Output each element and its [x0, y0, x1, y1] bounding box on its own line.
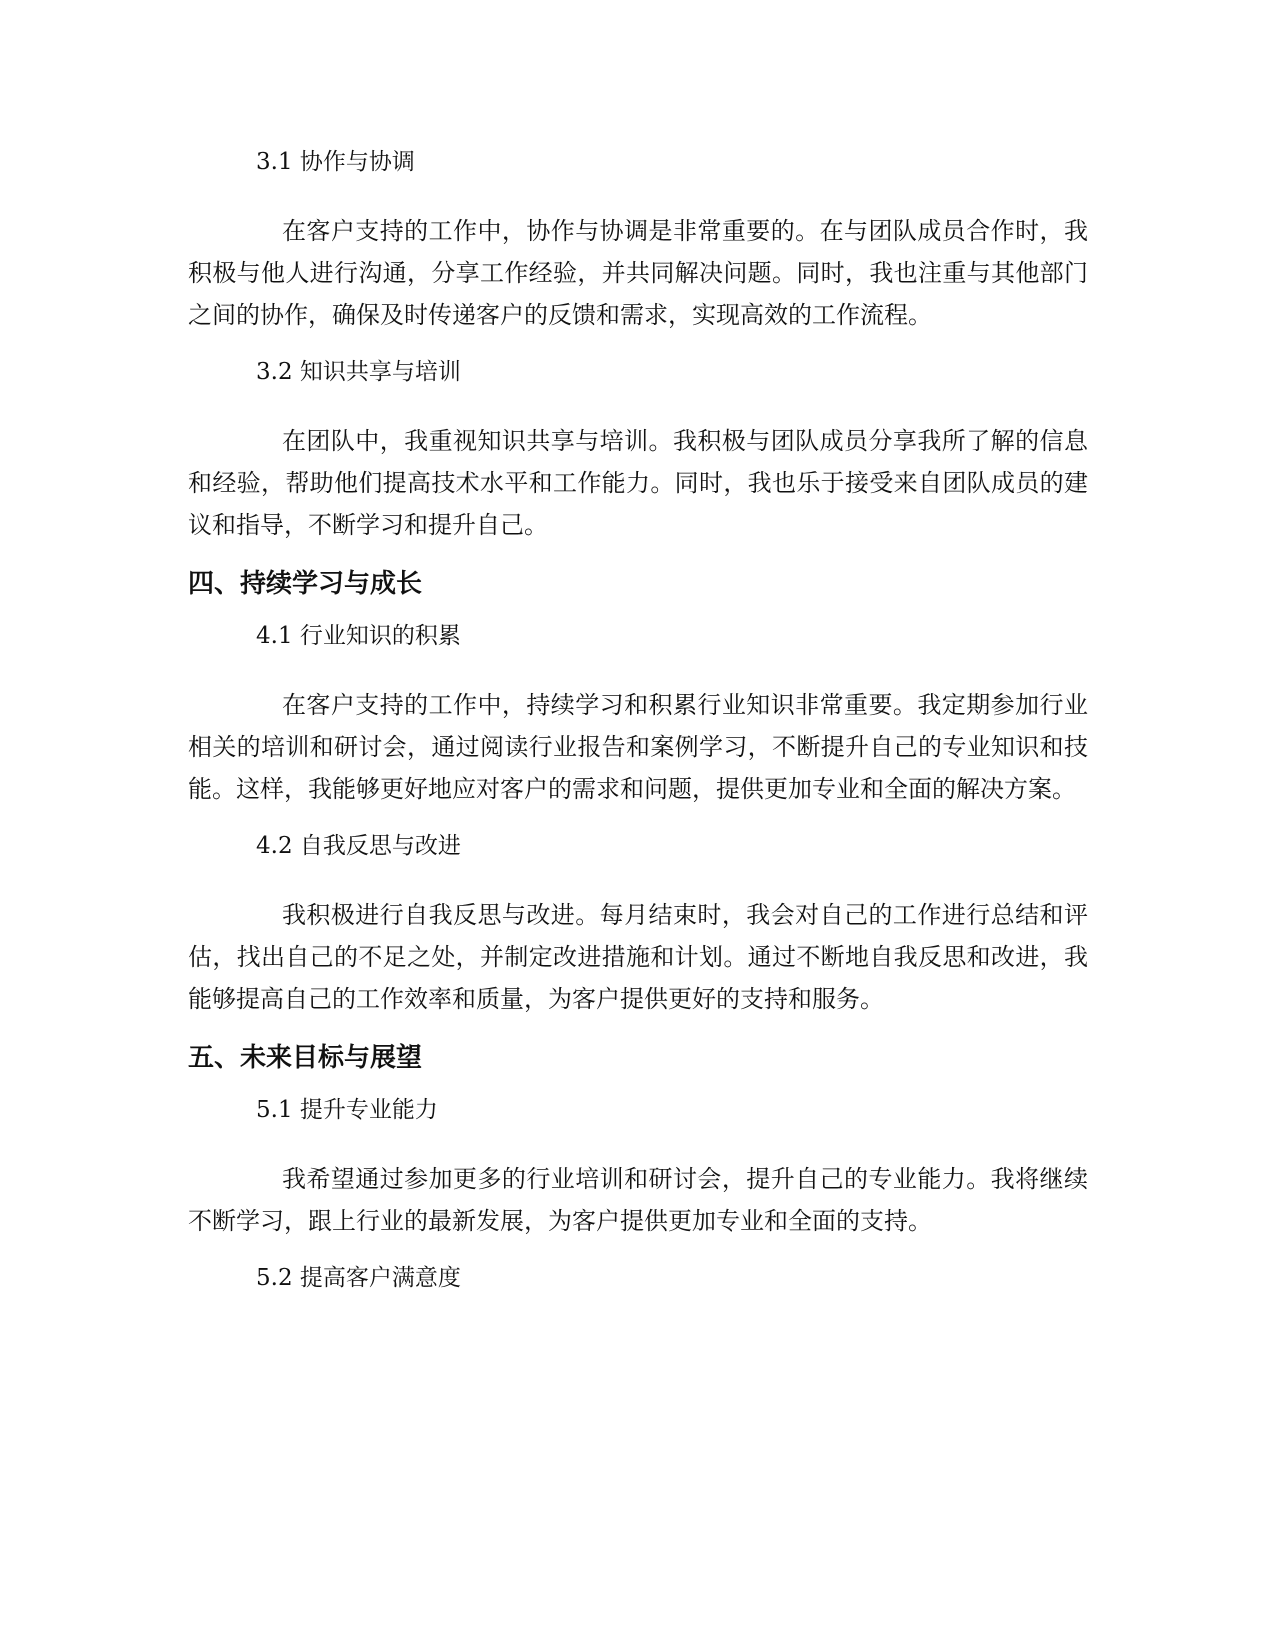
- section-heading-5: 五、未来目标与展望: [188, 1043, 423, 1073]
- subsection-heading-3-1: 3.1 协作与协调: [256, 149, 415, 175]
- paragraph-5-1: 我希望通过参加更多的行业培训和研讨会，提升自己的专业能力。我将继续不断学习，跟上行业的最新发展，为客户提供更加专业和全面的支持。: [188, 1165, 1088, 1235]
- subsection-heading-5-1: 5.1 提升专业能力: [256, 1097, 438, 1123]
- paragraph-3-1: 在客户支持的工作中，协作与协调是非常重要的。在与团队成员合作时，我积极与他人进行沟通，分享工作经验，并共同解决问题。同时，我也注重与其他部门之间的协作，确保及时传递客户的反馈和需求，实现高效的工作流程。: [188, 217, 1088, 329]
- document-body: [188, 146, 1088, 1326]
- subsection-heading-3-2: 3.2 知识共享与培训: [256, 359, 461, 385]
- paragraph-4-2: 我积极进行自我反思与改进。每月结束时，我会对自己的工作进行总结和评估，找出自己的不足之处，并制定改进措施和计划。通过不断地自我反思和改进，我能够提高自己的工作效率和质量，为客户提供更好的支持和服务。: [188, 901, 1088, 1013]
- subsection-heading-5-2: 5.2 提高客户满意度: [256, 1265, 461, 1291]
- subsection-heading-4-1: 4.1 行业知识的积累: [256, 623, 461, 649]
- section-heading-4: 四、持续学习与成长: [188, 569, 423, 599]
- subsection-heading-4-2: 4.2 自我反思与改进: [256, 833, 461, 859]
- paragraph-3-2: 在团队中，我重视知识共享与培训。我积极与团队成员分享我所了解的信息和经验，帮助他们提高技术水平和工作能力。同时，我也乐于接受来自团队成员的建议和指导，不断学习和提升自己。: [188, 427, 1088, 539]
- paragraph-4-1: 在客户支持的工作中，持续学习和积累行业知识非常重要。我定期参加行业相关的培训和研讨会，通过阅读行业报告和案例学习，不断提升自己的专业知识和技能。这样，我能够更好地应对客户的需求和问题，提供更加专业和全面的解决方案。: [188, 691, 1088, 803]
